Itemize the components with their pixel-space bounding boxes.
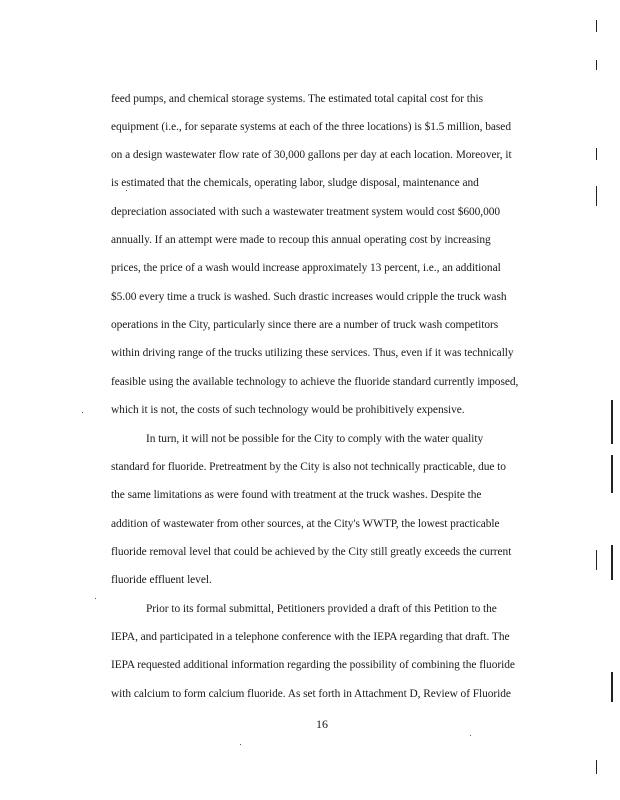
page-number: 16 <box>316 717 328 731</box>
scan-mark <box>596 186 597 206</box>
scan-mark <box>611 455 613 493</box>
scan-mark <box>596 20 597 32</box>
text-line: prices, the price of a wash would increase approximately 13 percent, i.e., an additional <box>111 262 501 274</box>
text-line: is estimated that the chemicals, operating labor, sludge disposal, maintenance and <box>111 177 479 189</box>
text-line: feasible using the available technology to achieve the fluoride standard currently imposed, <box>111 376 519 388</box>
text-line: within driving range of the trucks utilizing these services. Thus, even if it was technically <box>111 347 514 359</box>
scan-speck <box>240 744 241 745</box>
text-line: the same limitations as were found with treatment at the truck washes. Despite the <box>111 489 482 501</box>
text-line: with calcium to form calcium fluoride. As set forth in Attachment D, Review of Fluoride <box>111 688 511 700</box>
scan-mark <box>611 545 613 580</box>
text-line: fluoride effluent level. <box>111 574 212 586</box>
text-line: IEPA requested additional information regarding the possibility of combining the fluoride <box>111 659 515 671</box>
scan-mark <box>596 760 597 774</box>
scan-speck <box>82 412 83 413</box>
text-line: equipment (i.e., for separate systems at each of the three locations) is $1.5 million, based <box>111 121 511 133</box>
text-line: addition of wastewater from other sources, at the City's WWTP, the lowest practicable <box>111 518 500 530</box>
text-line: standard for fluoride. Pretreatment by the City is also not technically practicable, due to <box>111 461 506 473</box>
scan-mark <box>611 400 613 444</box>
scan-speck <box>126 190 127 191</box>
text-line: on a design wastewater flow rate of 30,000 gallons per day at each location. Moreover, it <box>111 149 512 161</box>
text-line: feed pumps, and chemical storage systems. The estimated total capital cost for this <box>111 93 484 105</box>
text-line: annually. If an attempt were made to recoup this annual operating cost by increasing <box>111 234 491 246</box>
text-line: which it is not, the costs of such technology would be prohibitively expensive. <box>111 404 465 416</box>
text-line: In turn, it will not be possible for the City to comply with the water quality <box>146 433 484 445</box>
text-line: Prior to its formal submittal, Petitioners provided a draft of this Petition to the <box>146 603 497 615</box>
scan-mark <box>596 60 597 70</box>
text-line: fluoride removal level that could be achieved by the City still greatly exceeds the current <box>111 546 512 558</box>
text-line: $5.00 every time a truck is washed. Such drastic increases would cripple the truck wash <box>111 291 507 303</box>
scan-mark <box>611 672 613 702</box>
scan-mark <box>596 148 597 160</box>
scan-mark <box>596 550 597 570</box>
scan-speck <box>95 598 96 599</box>
scan-speck <box>470 735 471 736</box>
text-line: IEPA, and participated in a telephone conference with the IEPA regarding that draft. The <box>111 631 510 643</box>
text-line: depreciation associated with such a wastewater treatment system would cost $600,000 <box>111 206 501 218</box>
text-line: operations in the City, particularly since there are a number of truck wash competitors <box>111 319 499 331</box>
